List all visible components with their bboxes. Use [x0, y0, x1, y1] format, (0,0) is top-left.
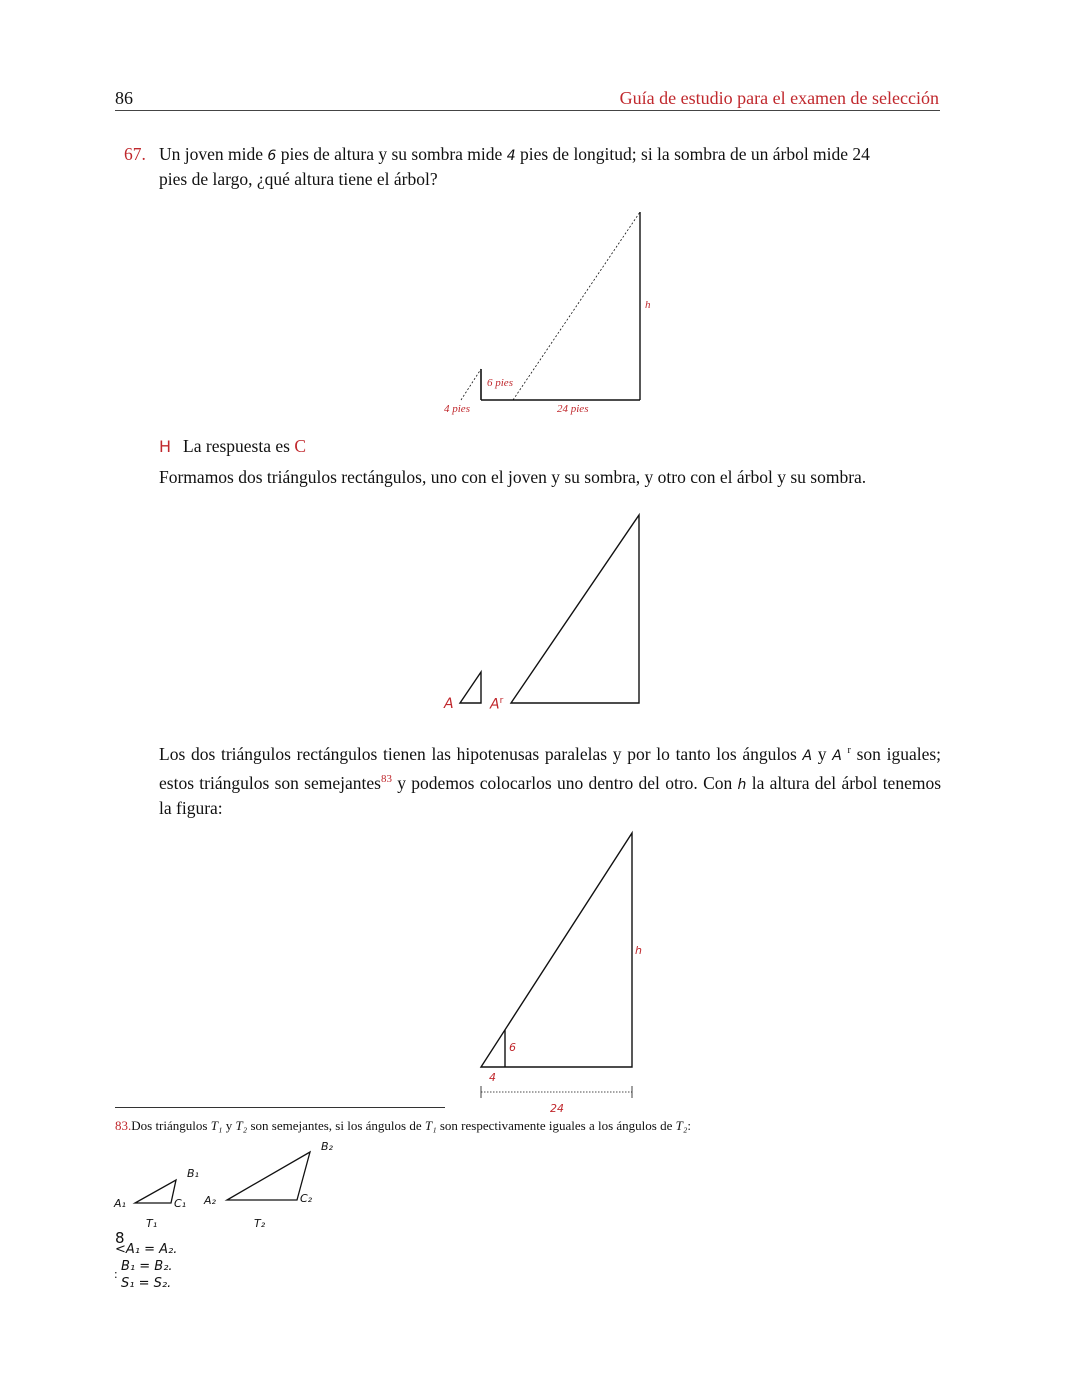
- text: pies de altura y su sombra mide: [276, 144, 507, 164]
- figure-1: [461, 212, 640, 400]
- brace-bottom: :: [114, 1266, 118, 1281]
- answer-line: [159, 435, 306, 458]
- equation-2: B₁ = B₂.: [121, 1259, 173, 1274]
- figure-3: [481, 833, 632, 1098]
- figure-2: [460, 515, 639, 703]
- label-4-pies: 4 pies: [444, 403, 470, 415]
- label-4: 4: [489, 1071, 496, 1084]
- text: son semejantes, si los ángulos de: [247, 1118, 425, 1133]
- big-triangle: [481, 833, 632, 1067]
- label-6-pies: 6 pies: [487, 377, 513, 389]
- running-title: Guía de estudio para el examen de selección: [619, 88, 939, 108]
- label-h: h: [635, 944, 642, 957]
- label-c1: C₁: [174, 1197, 187, 1210]
- text: son iguales; estos triángulos son semejantes: [159, 743, 942, 793]
- label-a1: A₁: [114, 1197, 126, 1210]
- text: pies de largo, ¿qué altura tiene el árbol?: [159, 169, 438, 189]
- text: :: [687, 1118, 691, 1133]
- math: T₁: [424, 1118, 437, 1133]
- answer-choice: C: [294, 436, 306, 456]
- prime: r: [847, 745, 851, 756]
- math: A: [832, 747, 842, 764]
- label-a2: A₂: [204, 1194, 216, 1207]
- label-a-prime: [490, 696, 503, 713]
- equation-3: S₁ = S₂.: [121, 1276, 172, 1291]
- equation-1: <A₁ = A₂.: [115, 1242, 178, 1257]
- text: son respectivamente iguales a los ángulos de: [436, 1118, 676, 1133]
- math: h: [737, 776, 747, 793]
- footnote-number: 83.: [115, 1118, 132, 1133]
- label-b2: B₂: [321, 1140, 333, 1153]
- math: 4: [506, 148, 516, 164]
- footnote-rule: [115, 1107, 445, 1108]
- prime: r: [499, 696, 504, 706]
- text: la altura del árbol tenemos la figura:: [159, 772, 942, 818]
- text: A: [490, 696, 500, 713]
- footnote-83: [115, 1118, 691, 1134]
- math: 6: [267, 148, 277, 164]
- text: Los dos triángulos rectángulos tienen las hipotenusas paralelas y por lo tanto los ángulos: [159, 743, 803, 764]
- label-c2: C₂: [300, 1192, 313, 1205]
- paragraph-1: Formamos dos triángulos rectángulos, uno con el joven y su sombra, y otro con el árbol y su sombra.: [159, 467, 867, 487]
- text: Un joven mide: [159, 144, 268, 164]
- label-a: A: [444, 696, 454, 712]
- label-t1: T₁: [146, 1217, 158, 1230]
- label-24-pies: 24 pies: [557, 403, 589, 415]
- math: A: [802, 747, 813, 764]
- small-hypotenuse: [461, 369, 481, 400]
- triangle-t1: [135, 1180, 176, 1203]
- small-triangle: [460, 672, 481, 703]
- math: T₂: [235, 1118, 248, 1133]
- label-6: 6: [509, 1041, 516, 1054]
- big-triangle: [511, 515, 639, 703]
- answer-marker: H: [159, 437, 172, 456]
- label-t2: T₂: [254, 1217, 266, 1230]
- label-b1: B₁: [187, 1167, 199, 1180]
- text: y: [812, 743, 833, 764]
- text: y: [222, 1118, 236, 1133]
- page-number: 86: [115, 88, 133, 108]
- label-h: h: [645, 299, 651, 311]
- problem-number: 67.: [124, 144, 146, 164]
- text: Dos triángulos: [131, 1118, 211, 1133]
- math: T₂: [675, 1118, 688, 1133]
- math: T₁: [210, 1118, 223, 1133]
- text: La respuesta es: [183, 436, 295, 456]
- paragraph-2: [159, 739, 941, 820]
- triangle-t2: [227, 1152, 310, 1200]
- text: pies de longitud; si la sombra de un árbol mide 24: [515, 144, 870, 164]
- text: y podemos colocarlos uno dentro del otro. Con: [391, 772, 738, 793]
- footnote-ref[interactable]: 83: [380, 772, 392, 785]
- label-24: 24: [550, 1102, 564, 1115]
- big-hypotenuse: [513, 212, 640, 400]
- brace-top: 8: [115, 1229, 125, 1247]
